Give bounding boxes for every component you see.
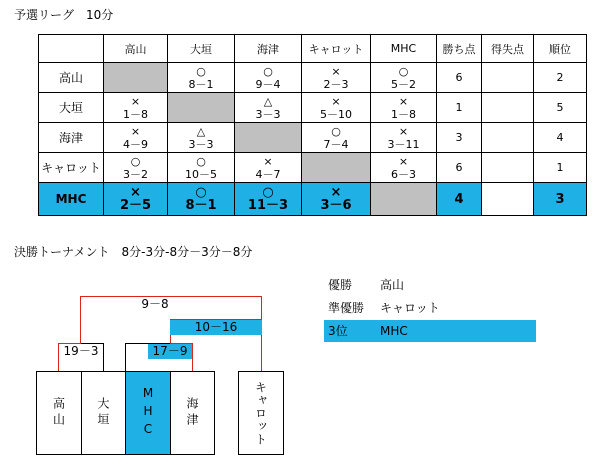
result-mark: × [130, 185, 141, 200]
match-cell [235, 63, 302, 93]
header-cell [39, 35, 104, 63]
self-cell [371, 183, 437, 216]
result-winner: 優勝 高山 [328, 278, 405, 292]
match-cell [235, 153, 302, 183]
table-row [39, 183, 587, 216]
match-cell [302, 183, 371, 216]
self-cell [168, 93, 235, 123]
header-cell: 高山 [104, 35, 168, 63]
result-mark: × [398, 124, 409, 138]
semi-score: 10－16 [170, 320, 262, 335]
bracket-line [80, 296, 81, 343]
match-score: 5－2 [391, 77, 416, 91]
rank-cell: 1 [534, 153, 587, 183]
match-score: 3－11 [387, 137, 420, 151]
header-cell: 大垣 [168, 35, 235, 63]
match-cell [168, 63, 235, 93]
match-score: 2－3 [323, 77, 349, 91]
result-mark: ○ [398, 64, 409, 78]
header-cell: 順位 [534, 35, 587, 63]
header-cell: 海津 [235, 35, 302, 63]
match-cell [104, 183, 168, 216]
match-cell [104, 93, 168, 123]
match-score: 8－1 [185, 198, 217, 213]
row-team: MHC [39, 183, 104, 216]
result-mark: ○ [130, 154, 141, 168]
match-score: 6－3 [391, 167, 416, 181]
match-score: 8－1 [188, 77, 214, 91]
header-cell: 勝ち点 [437, 35, 482, 63]
result-mark: × [130, 124, 141, 138]
goal-diff-cell [482, 63, 534, 93]
rank-cell: 2 [534, 63, 587, 93]
self-cell [235, 123, 302, 153]
rank-cell: 5 [534, 93, 587, 123]
self-cell [302, 153, 371, 183]
bracket-line [261, 296, 262, 319]
league-table [38, 34, 587, 216]
row-team: 大垣 [39, 93, 104, 123]
result-mark: × [398, 94, 409, 108]
result-mark: × [263, 154, 273, 168]
result-mark: △ [263, 94, 273, 108]
match-score: 4－7 [255, 167, 281, 181]
table-row [39, 93, 587, 123]
match-score: 3－3 [188, 137, 214, 151]
match-cell [104, 123, 168, 153]
team-box: 海津 [170, 371, 215, 455]
rank-cell: 3 [534, 183, 587, 216]
match-score: 3－3 [255, 107, 281, 121]
table-row [39, 123, 587, 153]
match-score: 2－5 [119, 198, 152, 213]
match-cell [235, 93, 302, 123]
result-mark: ○ [196, 64, 206, 78]
match-score: 4－9 [123, 137, 148, 151]
match-score: 7－4 [323, 137, 349, 151]
match-score: 5－10 [320, 107, 352, 121]
team-box-highlight: MHC [125, 371, 171, 455]
rank-cell: 4 [534, 123, 587, 153]
bracket-line [192, 343, 193, 371]
match-cell [371, 153, 437, 183]
points-cell: 3 [437, 123, 482, 153]
row-team: 高山 [39, 63, 104, 93]
points-cell: 4 [437, 183, 482, 216]
match-score: 1－8 [391, 107, 416, 121]
row-team: キャロット [39, 153, 104, 183]
match-score: 11－3 [247, 198, 289, 213]
points-cell: 6 [437, 63, 482, 93]
bracket-line [125, 343, 126, 371]
result-mark: ○ [331, 124, 341, 138]
qf-left-score: 19－3 [63, 344, 99, 358]
result-third: 3位 MHC [324, 320, 536, 342]
match-cell [104, 153, 168, 183]
result-mark: ○ [195, 185, 207, 200]
result-mark: △ [196, 124, 206, 138]
result-mark: × [130, 94, 141, 108]
match-cell [302, 63, 371, 93]
qf-right-score: 17－9 [148, 344, 192, 359]
match-score: 3－6 [320, 198, 352, 213]
result-mark: × [330, 185, 342, 200]
result-mark: × [398, 154, 409, 168]
team-box: 高山 [36, 371, 82, 455]
header-cell: キャロット [302, 35, 371, 63]
result-mark: × [331, 64, 341, 78]
result-mark: ○ [196, 154, 206, 168]
match-cell [168, 123, 235, 153]
goal-diff-cell [482, 183, 534, 216]
match-score: 3－2 [123, 167, 148, 181]
team-box: キャロット [238, 371, 284, 455]
team-box: 大垣 [81, 371, 126, 455]
match-cell [371, 63, 437, 93]
header-cell: 得失点 [482, 35, 534, 63]
match-cell [302, 93, 371, 123]
match-cell [302, 123, 371, 153]
tournament-title: 決勝トーナメント 8分-3分-8分－3分－8分 [14, 245, 253, 259]
result-runner-up: 準優勝 キャロット [328, 301, 440, 315]
table-row [39, 63, 587, 93]
row-team: 海津 [39, 123, 104, 153]
goal-diff-cell [482, 93, 534, 123]
self-cell [104, 63, 168, 93]
result-mark: ○ [263, 64, 273, 78]
header-cell: MHC [371, 35, 437, 63]
match-score: 1－8 [123, 107, 148, 121]
match-cell [235, 183, 302, 216]
match-cell [371, 93, 437, 123]
table-row [39, 153, 587, 183]
points-cell: 6 [437, 153, 482, 183]
match-cell [371, 123, 437, 153]
bracket-line [103, 343, 104, 371]
result-mark: ○ [262, 185, 274, 200]
goal-diff-cell [482, 123, 534, 153]
league-title: 予選リーグ 10分 [14, 8, 114, 22]
final-score: 9－8 [141, 297, 169, 311]
match-cell [168, 183, 235, 216]
goal-diff-cell [482, 153, 534, 183]
match-score: 10－5 [185, 167, 217, 181]
match-score: 9－4 [255, 77, 281, 91]
result-mark: × [331, 94, 341, 108]
points-cell: 1 [437, 93, 482, 123]
match-cell [168, 153, 235, 183]
